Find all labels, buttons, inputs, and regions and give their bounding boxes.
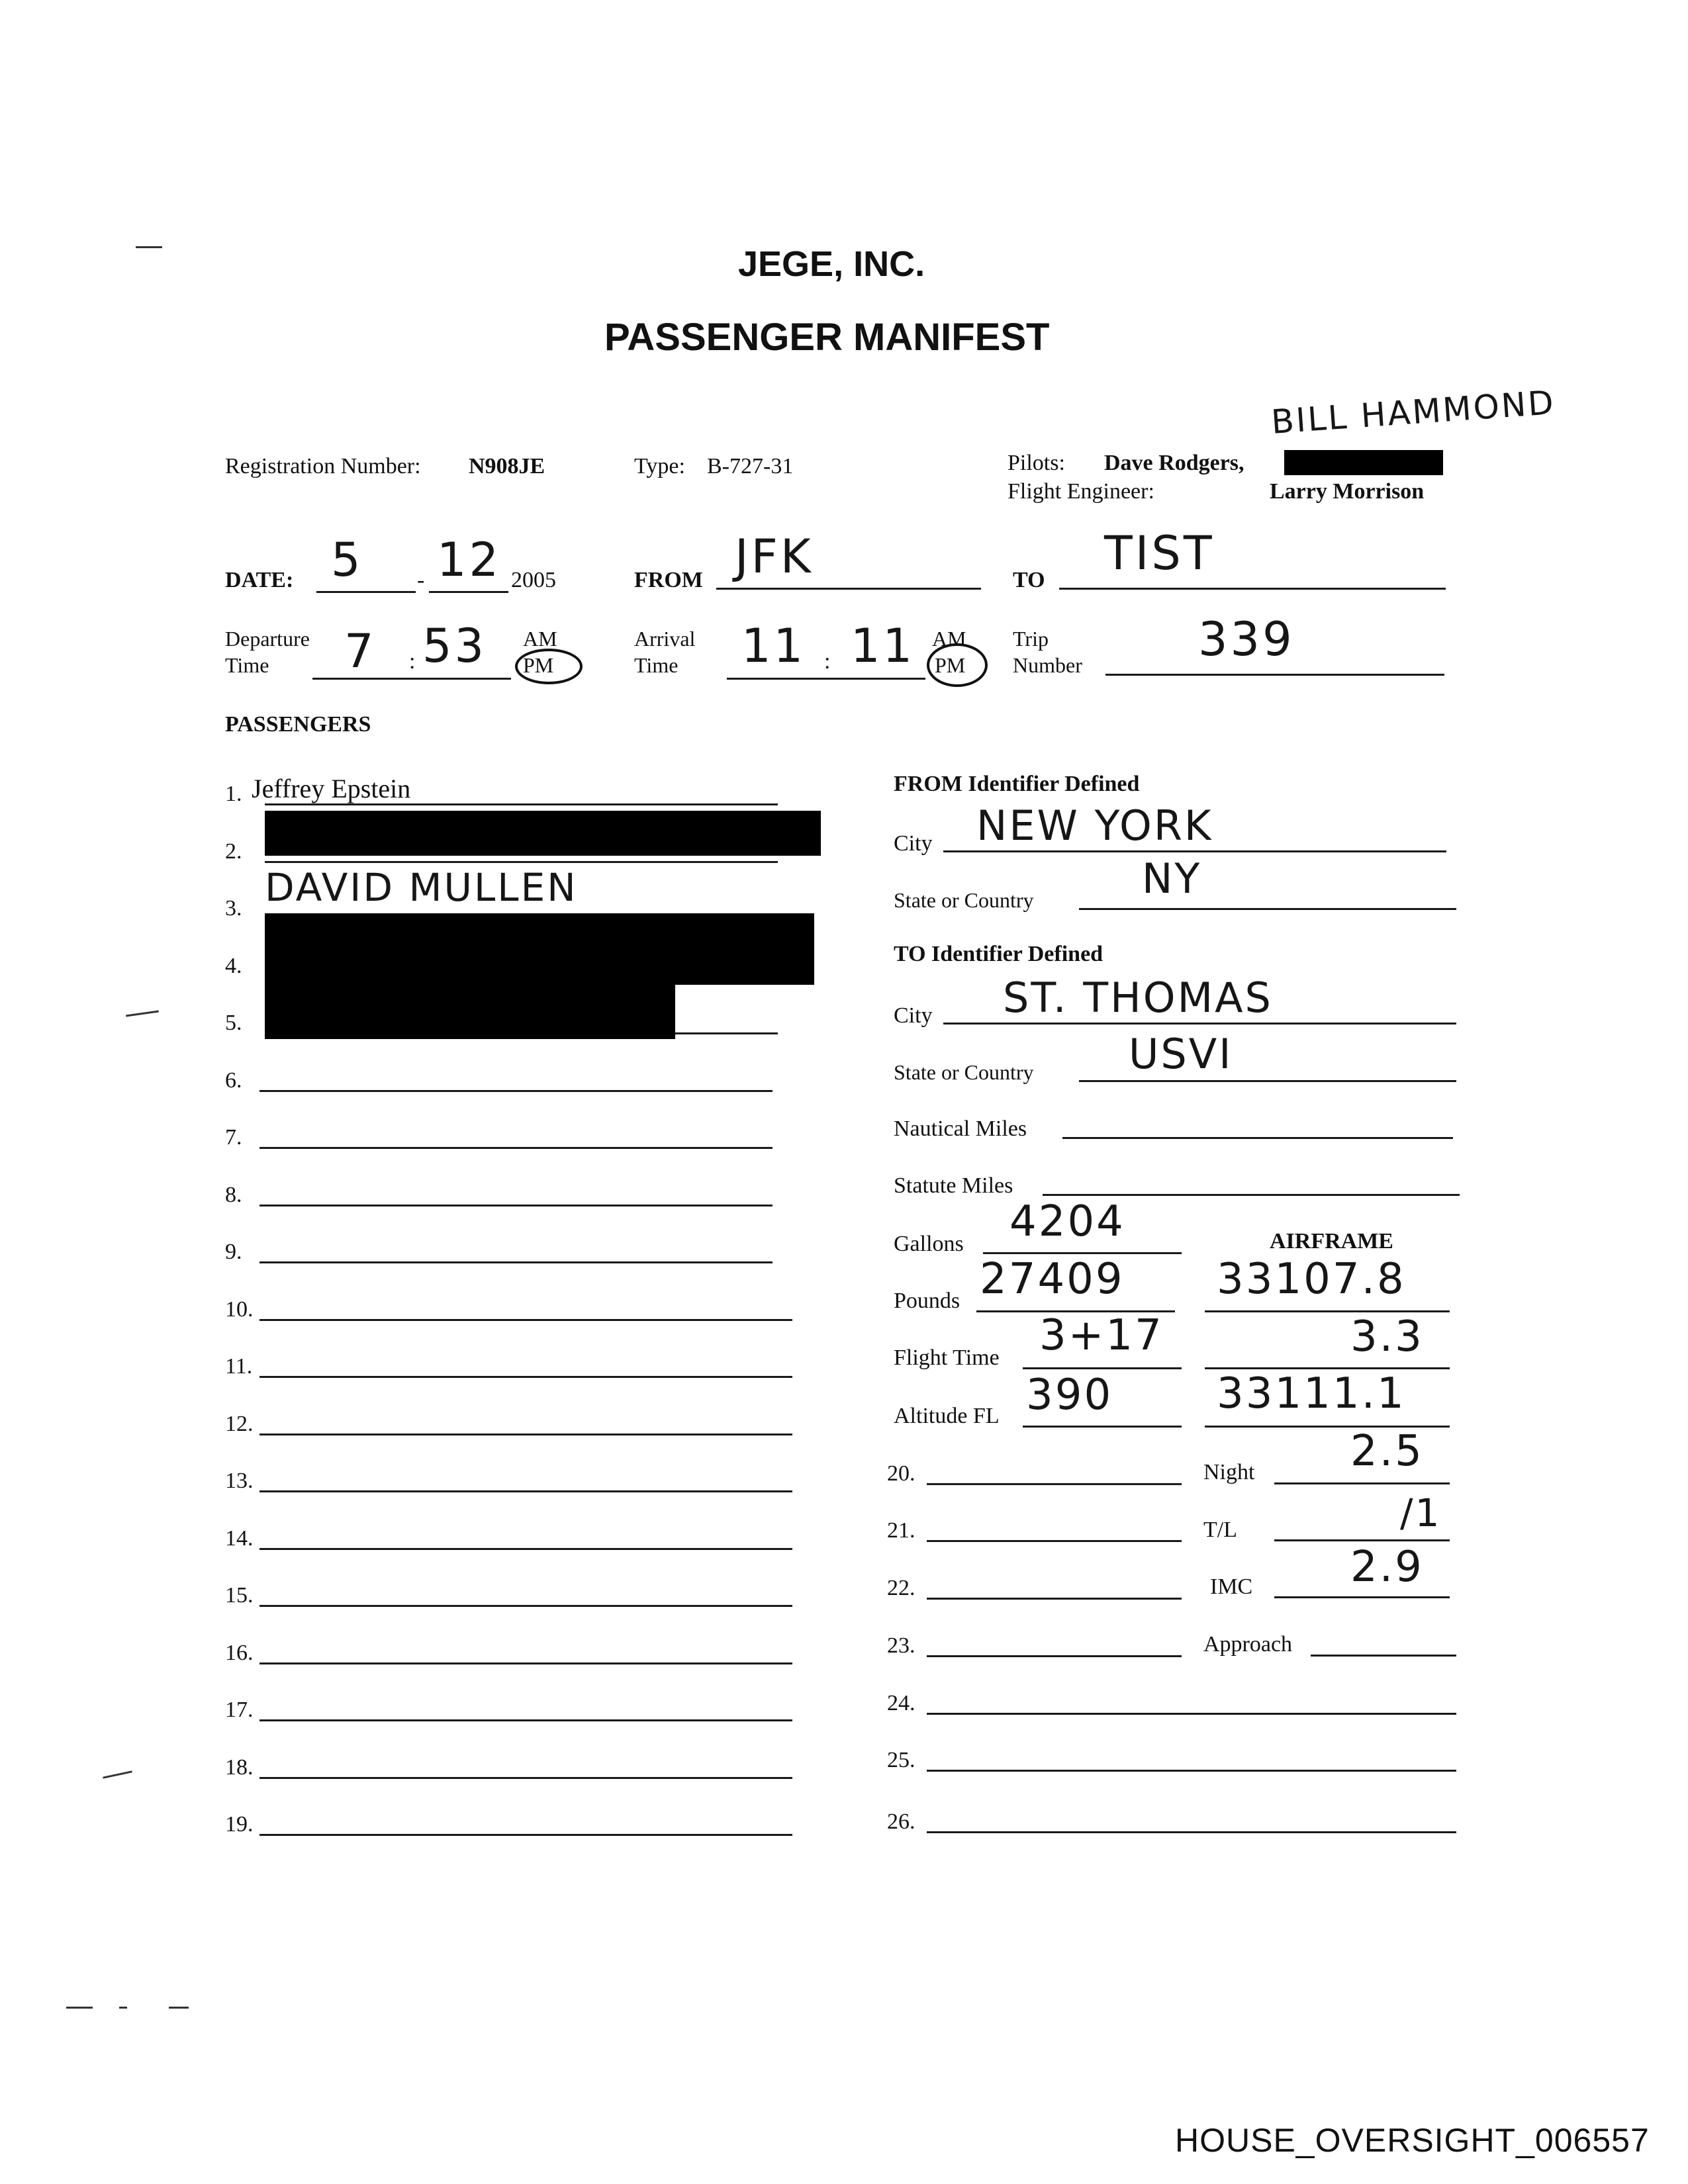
passenger-line	[259, 1090, 773, 1092]
arrival-label-1: Arrival	[634, 627, 696, 651]
passenger-number: 19.	[225, 1812, 254, 1837]
passenger-number: 4.	[225, 954, 242, 978]
night-line	[1274, 1482, 1450, 1484]
passenger-number: 6.	[225, 1068, 242, 1093]
passenger-number: 7.	[225, 1125, 242, 1150]
passenger-line	[259, 1719, 792, 1721]
passenger-number: 1.	[225, 782, 242, 806]
airframe-1: 33107.8	[1217, 1255, 1406, 1304]
redaction-passenger-4	[265, 913, 814, 985]
extra-row-number: 25.	[887, 1748, 915, 1772]
extra-row-number: 20.	[887, 1461, 915, 1486]
imc-label: IMC	[1210, 1574, 1253, 1599]
date-month-line	[316, 591, 416, 593]
passenger-number: 2.	[225, 839, 242, 864]
document-title: PASSENGER MANIFEST	[604, 316, 1050, 359]
pilot-handwritten: BILL HAMMOND	[1270, 383, 1557, 441]
date-dash: -	[417, 568, 425, 592]
extra-row-line	[927, 1831, 1456, 1833]
passenger-line	[259, 1147, 773, 1149]
date-label: DATE:	[225, 568, 294, 592]
departure-label-2: Time	[225, 653, 269, 677]
date-month: 5	[331, 533, 363, 587]
departure-pm-circle	[515, 649, 583, 684]
passenger-number: 14.	[225, 1526, 254, 1551]
engineer-label: Flight Engineer:	[1008, 479, 1154, 504]
passenger-number: 12.	[225, 1412, 254, 1436]
scan-mark	[119, 2007, 127, 2009]
approach-line	[1311, 1655, 1456, 1657]
type-value: B-727-31	[707, 454, 794, 478]
imc-value: 2.9	[1350, 1543, 1424, 1592]
from-city: NEW YORK	[976, 801, 1213, 850]
passenger-line	[259, 1319, 792, 1321]
passenger-line	[265, 803, 778, 805]
arrival-line	[727, 678, 925, 680]
passenger-number: 15.	[225, 1583, 254, 1608]
departure-line	[312, 678, 511, 680]
passenger-number: 18.	[225, 1755, 254, 1780]
approach-label: Approach	[1203, 1632, 1293, 1657]
passenger-line	[259, 1662, 792, 1664]
scan-mark	[103, 1770, 132, 1778]
passenger-number: 5.	[225, 1011, 242, 1035]
bates-number: HOUSE_OVERSIGHT_006557	[1175, 2122, 1650, 2159]
trip-number: 339	[1198, 612, 1295, 666]
to-value: TIST	[1104, 526, 1215, 580]
passengers-heading: PASSENGERS	[225, 712, 371, 737]
from-identifier-heading: FROM Identifier Defined	[894, 772, 1140, 796]
airframe-3: 33111.1	[1217, 1369, 1406, 1418]
extra-row-line	[927, 1770, 1456, 1772]
to-label: TO	[1013, 568, 1045, 592]
arrival-pm: PM	[935, 653, 966, 677]
passenger-line	[259, 1777, 792, 1779]
from-state: NY	[1142, 854, 1202, 903]
arrival-pm-circle	[927, 643, 988, 687]
extra-row-number: 21.	[887, 1518, 915, 1543]
gallons-line	[983, 1252, 1182, 1254]
trip-label-2: Number	[1013, 653, 1082, 677]
statute-line	[1043, 1194, 1460, 1196]
arrival-min: 11	[851, 619, 915, 673]
to-line	[1059, 588, 1446, 590]
pilots-value: Dave Rodgers,	[1104, 451, 1244, 475]
passenger-line	[259, 1490, 792, 1492]
redaction-pilot	[1284, 450, 1443, 475]
altitude-label: Altitude FL	[894, 1404, 1000, 1428]
arrival-hour: 11	[741, 619, 806, 673]
scan-mark	[136, 246, 162, 248]
type-label: Type:	[634, 454, 685, 478]
pounds-value: 27409	[980, 1255, 1125, 1304]
date-year: 2005	[511, 568, 556, 592]
altitude-value: 390	[1026, 1371, 1113, 1420]
passenger-line	[259, 1548, 792, 1550]
arrival-label-2: Time	[634, 653, 679, 677]
airframe-2: 3.3	[1350, 1312, 1424, 1361]
departure-pm: PM	[523, 653, 554, 677]
passenger-line	[265, 861, 778, 863]
arrival-am: AM	[932, 627, 966, 651]
to-state: USVI	[1129, 1030, 1233, 1078]
passenger-name: DAVID MULLEN	[265, 865, 578, 910]
passenger-name: Jeffrey Epstein	[252, 774, 411, 803]
registration-value: N908JE	[469, 454, 545, 478]
extra-row-line	[927, 1713, 1456, 1715]
passenger-number: 11.	[225, 1354, 253, 1379]
to-city-label: City	[894, 1003, 933, 1028]
gallons-value: 4204	[1009, 1197, 1125, 1246]
date-day-line	[429, 591, 508, 593]
passenger-number: 8.	[225, 1183, 242, 1207]
departure-colon: :	[409, 649, 416, 674]
extra-row-line	[927, 1540, 1182, 1542]
passenger-number: 3.	[225, 896, 242, 921]
passenger-line	[259, 1261, 773, 1263]
trip-label-1: Trip	[1013, 627, 1049, 651]
departure-am: AM	[523, 627, 557, 651]
passenger-number: 16.	[225, 1641, 254, 1665]
from-city-label: City	[894, 831, 933, 856]
passenger-line	[259, 1205, 773, 1206]
extra-row-line	[927, 1598, 1182, 1600]
flight-time-line	[1023, 1367, 1182, 1369]
pounds-label: Pounds	[894, 1289, 961, 1313]
scan-mark	[169, 2007, 189, 2009]
tl-line	[1274, 1539, 1450, 1541]
imc-line	[1274, 1596, 1450, 1598]
to-city-line	[943, 1023, 1456, 1024]
trip-line	[1105, 674, 1444, 676]
scan-mark	[66, 2007, 93, 2009]
flight-time-value: 3+17	[1039, 1311, 1164, 1360]
company-name: JEGE, INC.	[738, 244, 925, 284]
passenger-number: 13.	[225, 1469, 254, 1493]
extra-row-number: 26.	[887, 1809, 915, 1834]
to-city: ST. THOMAS	[1003, 974, 1273, 1022]
from-city-line	[943, 850, 1446, 852]
passenger-number: 9.	[225, 1240, 242, 1264]
departure-label-1: Departure	[225, 627, 310, 651]
gallons-label: Gallons	[894, 1232, 964, 1256]
passenger-line	[259, 1433, 792, 1435]
night-value: 2.5	[1350, 1427, 1424, 1476]
redaction-passenger-2	[265, 811, 821, 856]
extra-row-number: 22.	[887, 1576, 915, 1600]
from-line	[716, 588, 981, 590]
scan-mark	[126, 1011, 159, 1017]
from-value: JFK	[735, 529, 814, 584]
date-day: 12	[437, 533, 502, 587]
extra-row-number: 24.	[887, 1691, 915, 1715]
extra-row-line	[927, 1483, 1182, 1485]
registration-label: Registration Number:	[225, 454, 421, 478]
passenger-line	[259, 1834, 792, 1836]
passenger-line	[259, 1376, 792, 1378]
tl-value: /1	[1400, 1490, 1442, 1535]
arrival-colon: :	[824, 649, 831, 674]
nautical-label: Nautical Miles	[894, 1116, 1027, 1141]
pilots-label: Pilots:	[1008, 451, 1065, 475]
departure-hour: 7	[344, 624, 377, 678]
from-state-label: State or Country	[894, 888, 1034, 912]
extra-row-line	[927, 1655, 1182, 1657]
departure-min: 53	[422, 619, 487, 673]
flight-time-label: Flight Time	[894, 1345, 1000, 1370]
airframe-label: AIRFRAME	[1270, 1229, 1393, 1253]
engineer-value: Larry Morrison	[1270, 479, 1425, 504]
nautical-line	[1062, 1137, 1453, 1139]
from-label: FROM	[634, 568, 703, 592]
to-state-line	[1079, 1080, 1456, 1082]
statute-label: Statute Miles	[894, 1173, 1013, 1198]
passenger-number: 10.	[225, 1297, 254, 1322]
redaction-passenger-5	[265, 985, 675, 1039]
tl-label: T/L	[1203, 1518, 1237, 1542]
altitude-line	[1023, 1426, 1182, 1428]
from-state-line	[1079, 908, 1456, 910]
passenger-number: 17.	[225, 1698, 254, 1722]
extra-row-number: 23.	[887, 1633, 915, 1658]
to-identifier-heading: TO Identifier Defined	[894, 942, 1103, 966]
night-label: Night	[1203, 1460, 1255, 1484]
to-state-label: State or Country	[894, 1060, 1034, 1084]
passenger-line	[259, 1605, 792, 1607]
